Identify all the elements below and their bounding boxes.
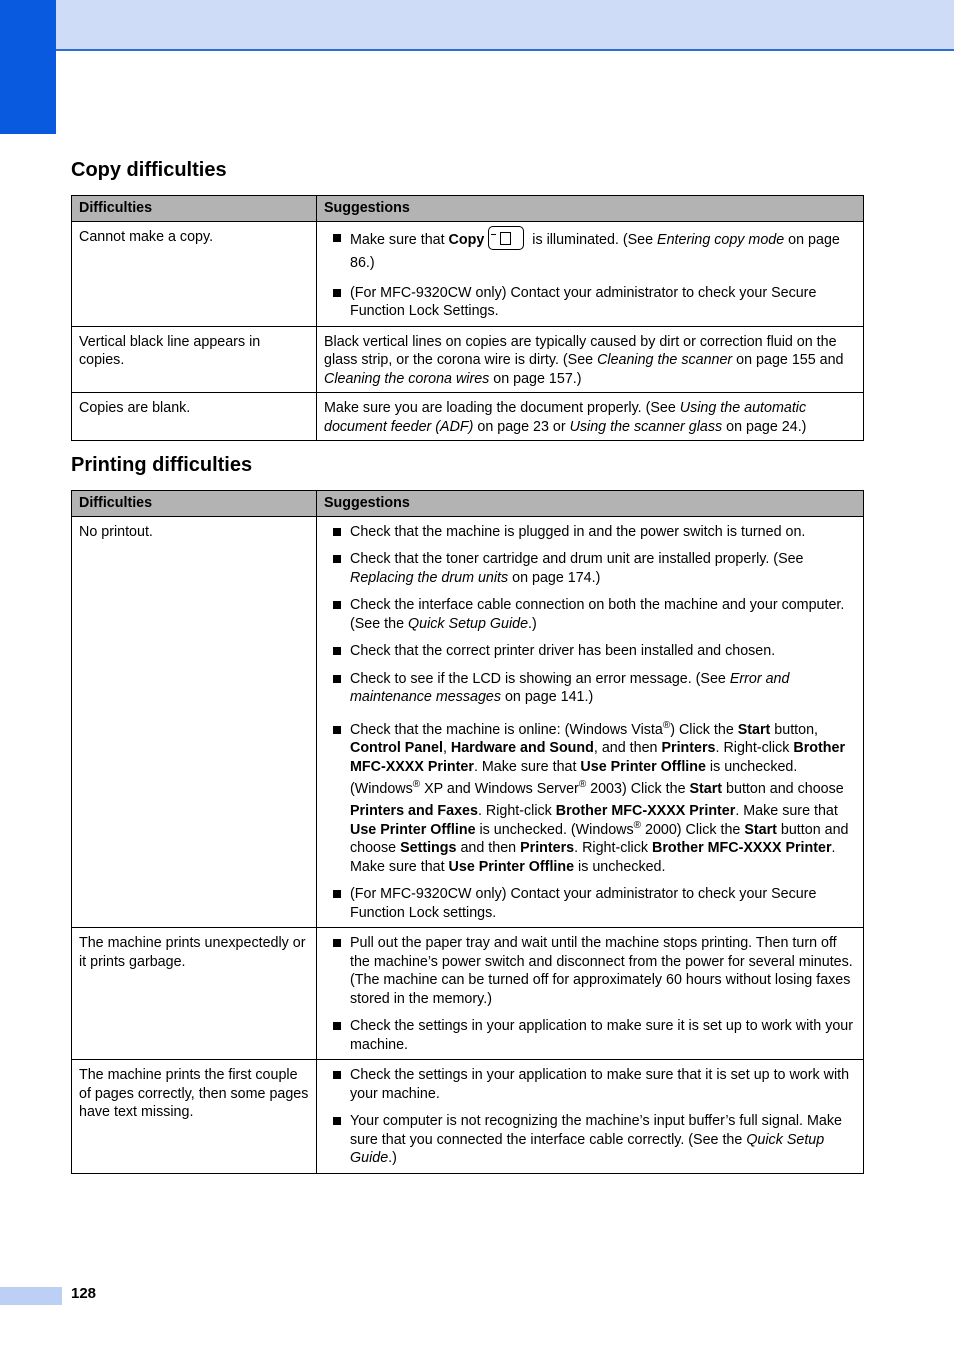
list-item: Check to see if the LCD is showing an error message. (See Error and maintenance messages on page 141.) xyxy=(350,670,856,707)
list-item: (For MFC-9320CW only) Contact your administrator to check your Secure Function Lock settings. xyxy=(350,885,856,922)
table-row xyxy=(72,516,864,928)
column-header-suggestions: Suggestions xyxy=(317,491,864,517)
table-row xyxy=(72,393,864,441)
list-item: Check the settings in your application to make sure that it is set up to work with your machine. xyxy=(350,1066,856,1103)
section-title-printing: Printing difficulties xyxy=(71,454,253,476)
page-number: 128 xyxy=(71,1285,97,1302)
chapter-tab xyxy=(0,0,56,134)
table-header-row xyxy=(72,491,864,517)
page-number-tab xyxy=(0,1287,62,1305)
suggestions-cell xyxy=(317,221,864,326)
table-row xyxy=(72,326,864,393)
difficulty-cell: Cannot make a copy. xyxy=(72,221,317,326)
difficulty-cell: The machine prints the first couple of pages correctly, then some pages have text missing. xyxy=(72,1060,317,1174)
list-item: (For MFC-9320CW only) Contact your administrator to check your Secure Function Lock Settings. xyxy=(350,284,856,321)
table-row xyxy=(72,221,864,326)
list-item: Check that the machine is online: (Windows Vista®) Click the Start button, Control Panel, Hardware and Sound, and then Printers. Right-click Brother MFC-XXXX Printer. Make sure that Use Printer Offline is unchecked. (Windows® XP and Windows Server® 2003) Click the Start button and choose Printers and Faxes. Right-click Brother MFC-XXXX Printer. Make sure that Use Printer Offline is unchecked. (Windows® 2000) Click the Start button and choose Settings and then Printers. Right-click Brother MFC-XXXX Printer. Make sure that Use Printer Offline is unchecked. xyxy=(350,721,856,877)
table-row xyxy=(72,1060,864,1174)
list-item: Check the settings in your application to make sure it is set up to work with your machine. xyxy=(350,1017,856,1054)
list-item: Check that the toner cartridge and drum unit are installed properly. (See Replacing the drum units on page 174.) xyxy=(350,550,856,587)
suggestions-cell: Make sure you are loading the document properly. (See Using the automatic document feeder (ADF) on page 23 or Using the scanner glass on page 24.) xyxy=(317,393,864,441)
suggestions-cell xyxy=(317,1060,864,1174)
list-item: Check the interface cable connection on both the machine and your computer. (See the Quick Setup Guide.) xyxy=(350,596,856,633)
difficulty-cell: The machine prints unexpectedly or it prints garbage. xyxy=(72,928,317,1060)
copy-mode-key-icon xyxy=(488,226,524,250)
suggestions-cell xyxy=(317,928,864,1060)
section-title-copy: Copy difficulties xyxy=(71,159,227,181)
table-header-row xyxy=(72,196,864,222)
column-header-difficulties: Difficulties xyxy=(72,491,317,517)
suggestions-cell xyxy=(317,516,864,928)
table-row xyxy=(72,928,864,1060)
list-item: Check that the machine is plugged in and the power switch is turned on. xyxy=(350,523,856,542)
copy-difficulties-table xyxy=(71,195,864,441)
list-item: Make sure that Copy is illuminated. (See Entering copy mode on page 86.) xyxy=(350,229,856,275)
suggestions-cell: Black vertical lines on copies are typically caused by dirt or correction fluid on the glass strip, or the corona wire is dirty. (See Cleaning the scanner on page 155 and Cleaning the corona wires on page 157.) xyxy=(317,326,864,393)
printing-difficulties-table xyxy=(71,490,864,1174)
header-band xyxy=(0,0,954,51)
column-header-difficulties: Difficulties xyxy=(72,196,317,222)
list-item: Your computer is not recognizing the machine’s input buffer’s full signal. Make sure that you connected the interface cable correctly. (See the Quick Setup Guide.) xyxy=(350,1112,856,1168)
difficulty-cell: Copies are blank. xyxy=(72,393,317,441)
column-header-suggestions: Suggestions xyxy=(317,196,864,222)
difficulty-cell: Vertical black line appears in copies. xyxy=(72,326,317,393)
list-item: Check that the correct printer driver has been installed and chosen. xyxy=(350,642,856,661)
difficulty-cell: No printout. xyxy=(72,516,317,928)
list-item: Pull out the paper tray and wait until the machine stops printing. Then turn off the machine’s power switch and disconnect from the power for several minutes. (The machine can be turned off for approximately 60 hours without losing faxes stored in the memory.) xyxy=(350,934,856,1008)
